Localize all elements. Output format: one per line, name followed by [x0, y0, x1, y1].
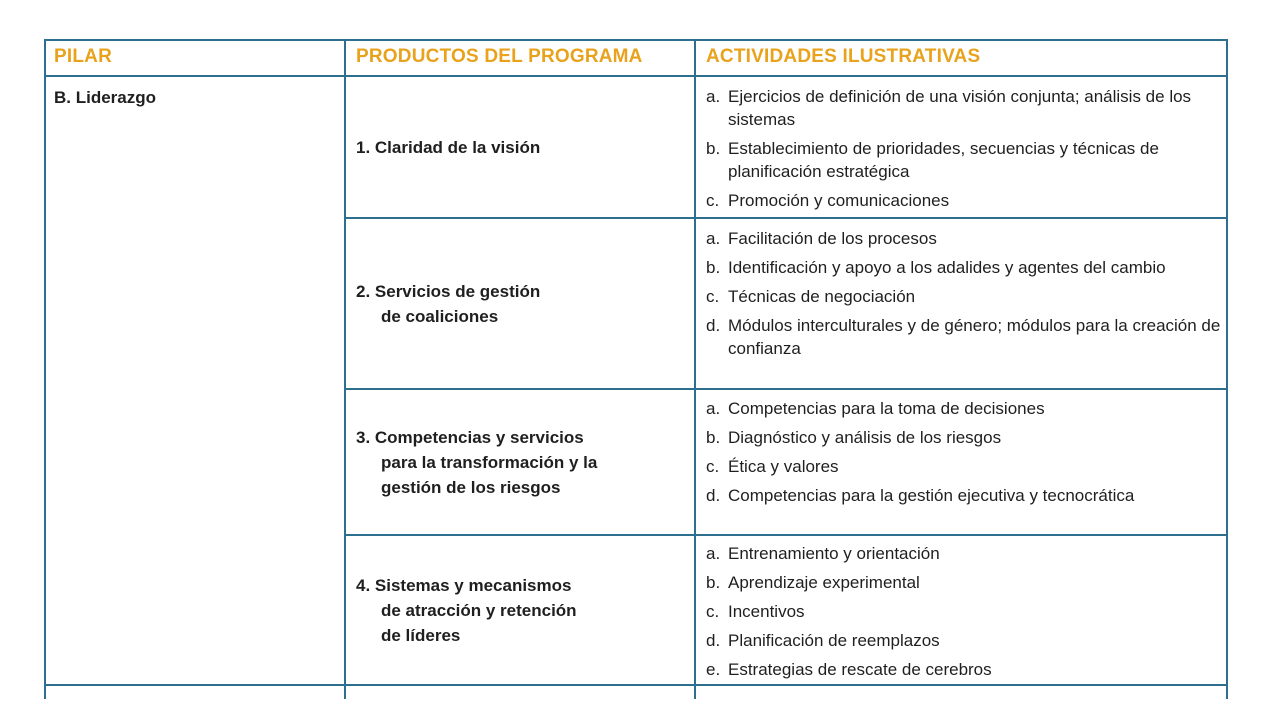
- activity-marker: b.: [706, 139, 721, 158]
- activity-marker: e.: [706, 660, 721, 679]
- activity-text: Facilitación de los procesos: [728, 229, 937, 248]
- product-cell: [356, 77, 686, 217]
- column-rule: [44, 39, 46, 699]
- activity-text: Incentivos: [728, 602, 805, 621]
- product-name: 3. Competencias y servicios para la transformación y la gestión de los riesgos: [356, 427, 598, 497]
- activity-item: [706, 600, 1222, 623]
- product-cell: [356, 390, 686, 534]
- activity-text: Promoción y comunicaciones: [728, 191, 950, 210]
- activity-marker: c.: [706, 457, 720, 476]
- activity-item: [706, 189, 1222, 212]
- product-name: 4. Sistemas y mecanismos de atracción y retención de líderes: [356, 575, 577, 645]
- activity-item: [706, 137, 1222, 183]
- activity-text: Competencias para la gestión ejecutiva y tecnocrática: [728, 486, 1135, 505]
- header-actividades: ACTIVIDADES ILUSTRATIVAS: [706, 46, 981, 67]
- activity-text: Módulos interculturales y de género; módulos para la creación de confianza: [728, 316, 1221, 358]
- activity-item: [706, 629, 1222, 652]
- activity-text: Diagnóstico y análisis de los riesgos: [728, 428, 1002, 447]
- column-rule: [694, 39, 696, 699]
- activity-marker: b.: [706, 428, 721, 447]
- activity-item: [706, 484, 1222, 507]
- activity-text: Técnicas de negociación: [728, 287, 916, 306]
- activity-text: Ejercicios de definición de una visión conjunta; análisis de los sistemas: [728, 87, 1192, 129]
- activity-text: Identificación y apoyo a los adalides y agentes del cambio: [728, 258, 1166, 277]
- activity-marker: c.: [706, 191, 720, 210]
- activity-marker: a.: [706, 229, 721, 248]
- activity-text: Establecimiento de prioridades, secuencias y técnicas de planificación estratégica: [728, 139, 1159, 181]
- activity-item: [706, 285, 1222, 308]
- activity-marker: b.: [706, 258, 721, 277]
- activity-marker: d.: [706, 486, 721, 505]
- activity-item: [706, 658, 1222, 681]
- activity-item: [706, 455, 1222, 478]
- activity-list: [706, 397, 1222, 513]
- activity-item: [706, 426, 1222, 449]
- activity-marker: a.: [706, 87, 721, 106]
- column-rule: [344, 39, 346, 699]
- activity-list: [706, 227, 1222, 366]
- activity-text: Estrategias de rescate de cerebros: [728, 660, 992, 679]
- activity-marker: c.: [706, 287, 720, 306]
- activity-text: Planificación de reemplazos: [728, 631, 940, 650]
- activity-item: [706, 227, 1222, 250]
- activity-item: [706, 314, 1222, 360]
- activity-text: Entrenamiento y orientación: [728, 544, 940, 563]
- activity-marker: d.: [706, 316, 721, 335]
- activity-item: [706, 571, 1222, 594]
- activity-list: [706, 542, 1222, 687]
- product-cell: [356, 536, 686, 684]
- product-name: 2. Servicios de gestión de coaliciones: [356, 281, 541, 326]
- activity-text: Competencias para la toma de decisiones: [728, 399, 1045, 418]
- product-name: 1. Claridad de la visión: [356, 137, 541, 157]
- activity-item: [706, 397, 1222, 420]
- activity-marker: c.: [706, 602, 720, 621]
- activity-text: Ética y valores: [728, 457, 839, 476]
- table-top-rule: [44, 39, 1228, 41]
- activity-item: [706, 542, 1222, 565]
- activity-item: [706, 85, 1222, 131]
- activity-marker: a.: [706, 399, 721, 418]
- pilar-label: B. Liderazgo: [54, 88, 157, 107]
- activity-text: Aprendizaje experimental: [728, 573, 920, 592]
- header-productos: PRODUCTOS DEL PROGRAMA: [356, 46, 643, 67]
- product-cell: [356, 219, 686, 388]
- activity-marker: d.: [706, 631, 721, 650]
- header-pilar: PILAR: [54, 46, 112, 67]
- activity-item: [706, 256, 1222, 279]
- activity-marker: b.: [706, 573, 721, 592]
- activity-list: [706, 85, 1222, 218]
- activity-marker: a.: [706, 544, 721, 563]
- column-rule: [1226, 39, 1228, 699]
- program-table: [44, 39, 1228, 699]
